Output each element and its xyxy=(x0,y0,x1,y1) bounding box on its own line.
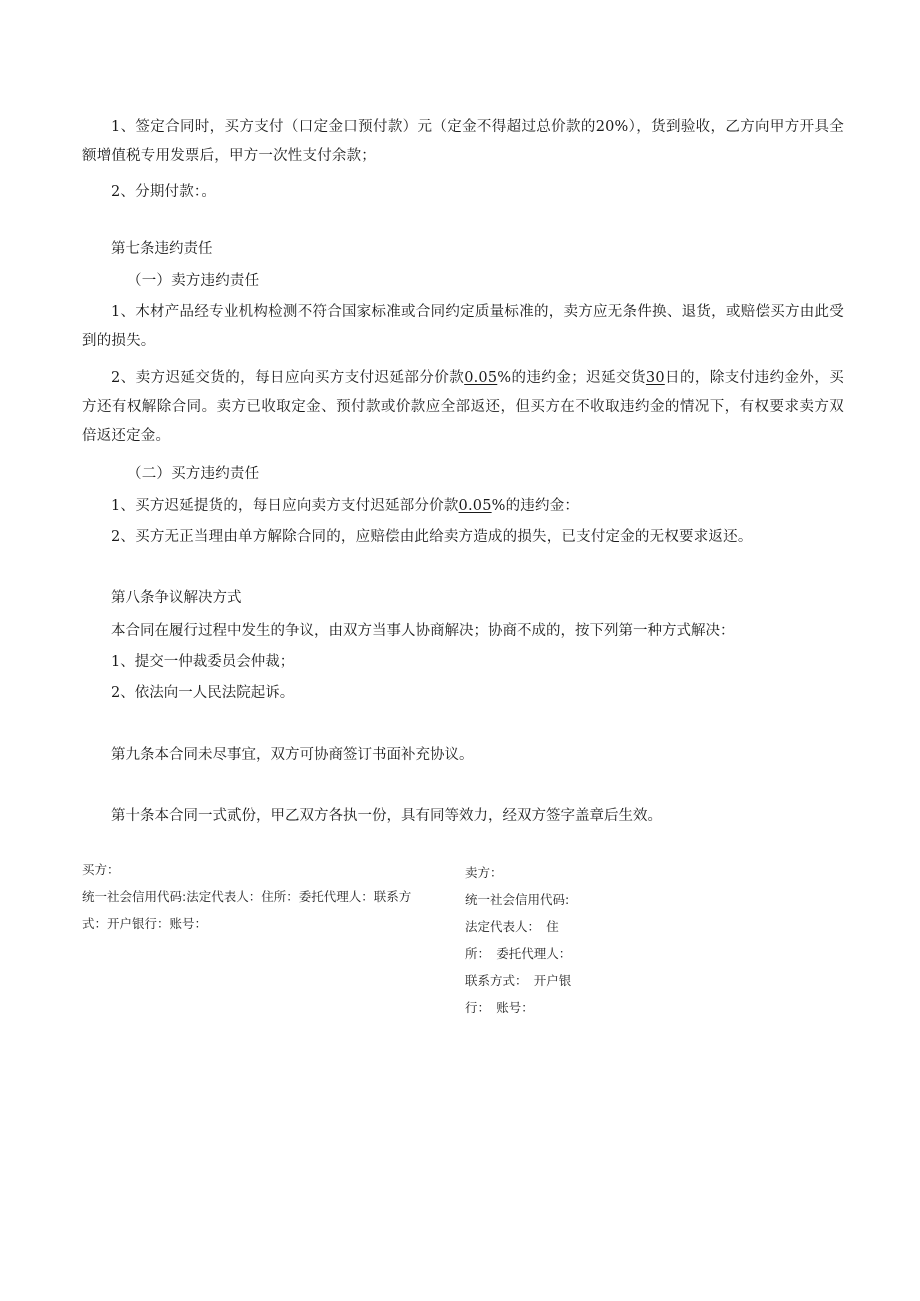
buyer-breach-item-2: 2、买方无正当理由单方解除合同的，应赔偿由此给卖方造成的损失，已支付定金的无权要求返还。 xyxy=(111,529,753,545)
article-9: 第九条本合同未尽事宜，双方可协商签订书面补充协议。 xyxy=(111,747,474,763)
seller-fields-line-4: 联系方式： 开户银 xyxy=(465,973,572,988)
article-7-title: 第七条违约责任 xyxy=(111,241,213,257)
seller-late-days: 30 xyxy=(645,370,665,386)
seller-breach-item-2 xyxy=(82,364,844,451)
article-8-item-2: 2、依法向一人民法院起诉。 xyxy=(111,685,295,701)
buyer-item-1-text-b: %的违约金： xyxy=(491,498,580,514)
seller-fields-line-3: 所： 委托代理人： xyxy=(465,946,572,961)
seller-item-2-text-c: 日的，除支付违约金外，买方还有权解除合同。卖方已收取定金、预付款或价款应全部返还，但买方在不收取违约金的情况下，有权要求卖方双倍返还定金。 xyxy=(82,370,845,444)
seller-breach-heading: （一）卖方违约责任 xyxy=(127,273,260,289)
seller-item-2-text-b: %的违约金；迟延交货 xyxy=(497,370,646,386)
seller-fields-line-5: 行： 账号： xyxy=(465,1000,534,1015)
buyer-item-1-text-a: 1、买方迟延提货的，每日应向卖方支付迟延部分价款 xyxy=(111,498,459,514)
buyer-fields-line-1: 统一社会信用代码:法定代表人：住所：委托代理人：联系方 xyxy=(82,889,412,904)
seller-title: 卖方： xyxy=(465,865,503,880)
article-8-item-1: 1、提交一仲裁委员会仲裁； xyxy=(111,654,295,670)
article-8-intro: 本合同在履行过程中发生的争议，由双方当事人协商解决；协商不成的，按下列第一种方式解决： xyxy=(111,623,735,639)
seller-breach-item-1: 1、木材产品经专业机构检测不符合国家标准或合同约定质量标准的，卖方应无条件换、退货，或赔偿买方由此受到的损失。 xyxy=(82,304,844,349)
buyer-breach-heading: （二）买方违约责任 xyxy=(127,466,260,482)
article-10: 第十条本合同一式贰份，甲乙双方各执一份，具有同等效力，经双方签字盖章后生效。 xyxy=(111,808,662,824)
seller-item-2-text-a: 2、卖方迟延交货的，每日应向买方支付迟延部分价款 xyxy=(111,370,465,386)
buyer-late-rate: 0.05 xyxy=(458,498,492,514)
seller-fields-line-2: 法定代表人： 住 xyxy=(465,919,559,934)
payment-item-2: 2、分期付款：。 xyxy=(111,184,217,200)
buyer-fields-line-2: 式：开户银行：账号： xyxy=(82,916,208,931)
article-8-title: 第八条争议解决方式 xyxy=(111,590,242,606)
payment-item-1: 1、签定合同时，买方支付（口定金口预付款）元（定金不得超过总价款的20%），货到验收，乙方向甲方开具全额增值税专用发票后，甲方一次性支付余款； xyxy=(82,119,844,164)
buyer-title: 买方： xyxy=(82,862,120,877)
buyer-breach-item-1 xyxy=(82,492,844,521)
seller-late-rate: 0.05 xyxy=(464,370,498,386)
seller-fields-line-1: 统一社会信用代码: xyxy=(465,892,570,907)
